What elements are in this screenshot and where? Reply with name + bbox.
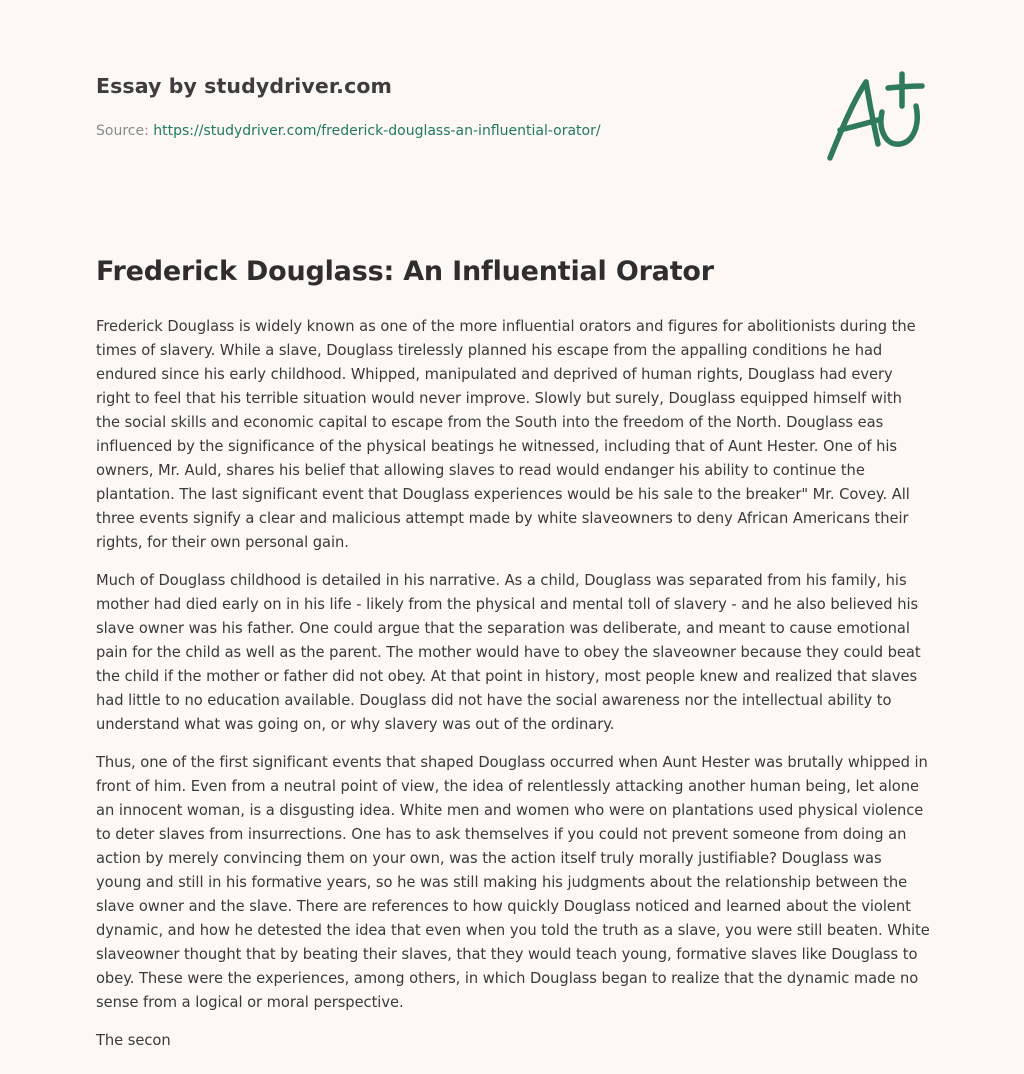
essay-body <box>96 315 930 1067</box>
source-link[interactable]: https://studydriver.com/frederick-douglass-an-influential-orator/ <box>153 123 601 139</box>
essay-paragraph: Much of Douglass childhood is detailed in his narrative. As a child, Douglass was separated from his family, his mother had died early on in his life - likely from the physical and mental toll of slavery - and he also believed his slave owner was his father. One could argue that the separation was deliberate, and meant to cause emotional pain for the child as well as the parent. The mother would have to obey the slaveowner because they could beat the child if the mother or father did not obey. At that point in history, most people knew and realized that slaves had little to no education available. Douglass did not have the social awareness nor the intellectual ability to understand what was going on, or why slavery was out of the ordinary. <box>96 572 921 733</box>
site-title: Essay by studydriver.com <box>96 74 392 98</box>
essay-paragraph: The secon <box>96 1032 171 1049</box>
source-line <box>96 123 601 139</box>
source-label: Source: <box>96 123 154 139</box>
essay-paragraph: Frederick Douglass is widely known as one of the more influential orators and figures for abolitionists during the times of slavery. While a slave, Douglass tirelessly planned his escape from the appalling conditions he had endured since his early childhood. Whipped, manipulated and deprived of human rights, Douglass had every right to feel that his terrible situation would never improve. Slowly but surely, Douglass equipped himself with the social skills and economic capital to escape from the South into the freedom of the North. Douglass eas influenced by the significance of the physical beatings he witnessed, including that of Aunt Hester. One of his owners, Mr. Auld, shares his belief that allowing slaves to read would endanger his ability to continue the plantation. The last significant event that Douglass experiences would be his sale to the breaker" Mr. Covey. All three events signify a clear and malicious attempt made by white slaveowners to deny African Americans their rights, for their own personal gain. <box>96 318 916 551</box>
essay-header <box>96 74 928 184</box>
essay-paragraph: Thus, one of the first significant events that shaped Douglass occurred when Aunt Hester was brutally whipped in front of him. Even from a neutral point of view, the idea of relentlessly attacking another human being, let alone an innocent woman, is a disgusting idea. White men and women who were on plantations used physical violence to deter slaves from insurrections. One has to ask themselves if you could not prevent someone from doing an action by merely convincing them on your own, was the action itself truly morally justifiable? Douglass was young and still in his formative years, so he was still making his judgments about the relationship between the slave owner and the slave. There are references to how quickly Douglass noticed and learned about the violent dynamic, and how he detested the idea that even when you told the truth as a slave, you were still beaten. White slaveowner thought that by beating their slaves, that they would teach young, formative slaves like Douglass to obey. These were the experiences, among others, in which Douglass began to realize that the dynamic made no sense from a logical or moral perspective. <box>96 754 930 1011</box>
essay-title: Frederick Douglass: An Influential Orator <box>96 256 714 287</box>
a-plus-logo-icon <box>820 68 930 168</box>
